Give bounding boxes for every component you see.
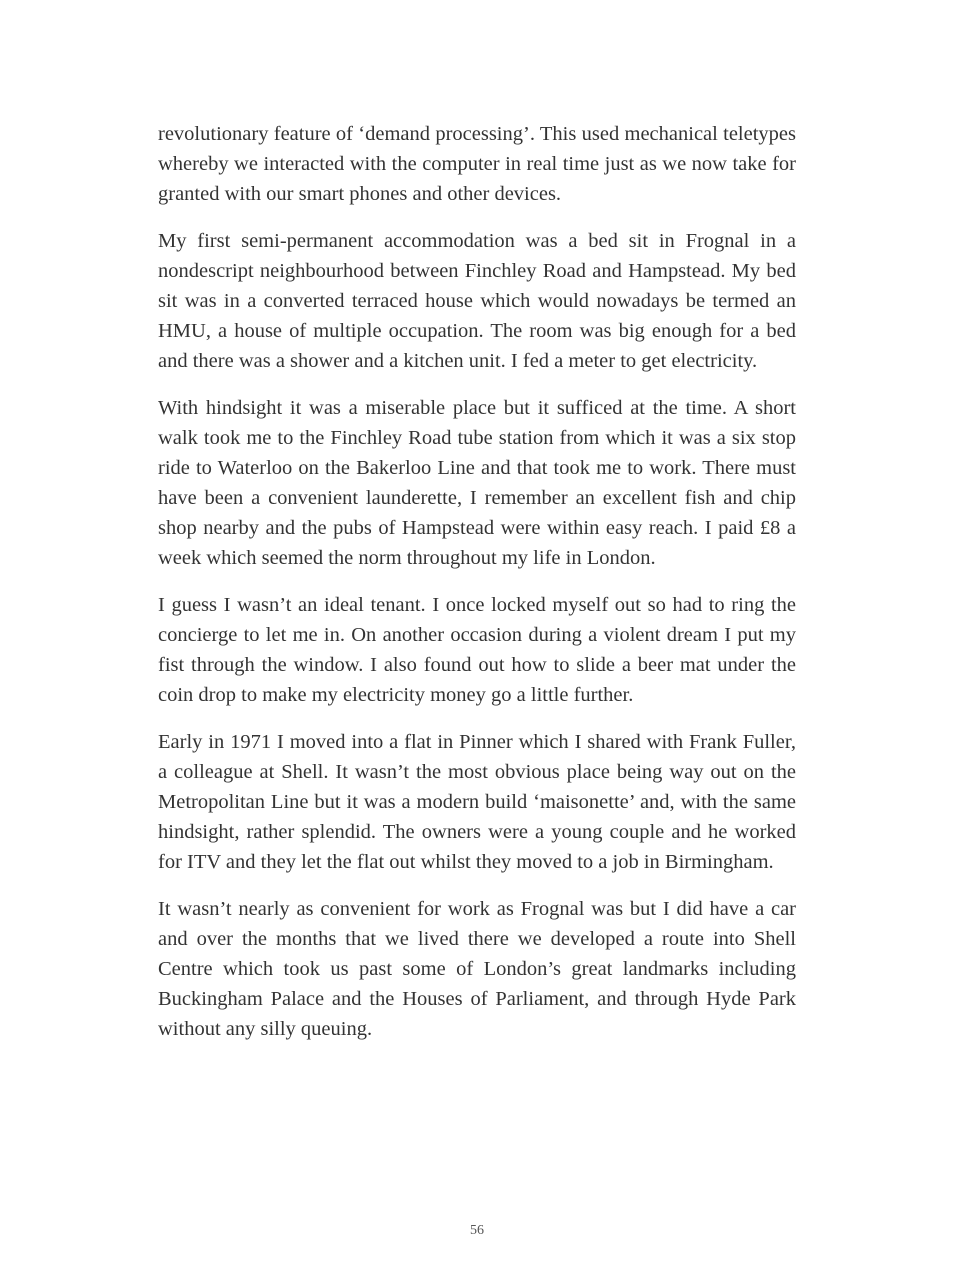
paragraph: I guess I wasn’t an ideal tenant. I once locked myself out so had to ring the concierge to let me in. On another occasion during a violent dream I put my fist through the window. I also found out how to slide a beer mat under the coin drop to make my electricity money go a little further. [158, 594, 796, 706]
page-number: 56 [470, 1223, 484, 1238]
paragraph: revolutionary feature of ‘demand processing’. This used mechanical teletypes whereby we interacted with the computer in real time just as we now take for granted with our smart phones and other devices. [158, 123, 796, 205]
body-text [158, 119, 796, 1061]
paragraph: My first semi-permanent accommodation was a bed sit in Frognal in a nondescript neighbourhood between Finchley Road and Hampstead. My bed sit was in a converted terraced house which would nowadays be termed an HMU, a house of multiple occupation. The room was big enough for a bed and there was a shower and a kitchen unit. I fed a meter to get electricity. [158, 230, 796, 372]
paragraph: It wasn’t nearly as convenient for work as Frognal was but I did have a car and over the months that we lived there we developed a route into Shell Centre which took us past some of London’s great landmarks including Buckingham Palace and the Houses of Parliament, and through Hyde Park without any silly queuing. [158, 898, 796, 1040]
paragraph: With hindsight it was a miserable place but it sufficed at the time. A short walk took me to the Finchley Road tube station from which it was a six stop ride to Waterloo on the Bakerloo Line and that took me to work. There must have been a convenient launderette, I remember an excellent fish and chip shop nearby and the pubs of Hampstead were within easy reach. I paid £8 a week which seemed the norm throughout my life in London. [158, 397, 796, 569]
paragraph: Early in 1971 I moved into a flat in Pinner which I shared with Frank Fuller, a colleague at Shell. It wasn’t the most obvious place being way out on the Metropolitan Line but it was a modern build ‘maisonette’ and, with the same hindsight, rather splendid. The owners were a young couple and he worked for ITV and they let the flat out whilst they moved to a job in Birmingham. [158, 731, 796, 873]
